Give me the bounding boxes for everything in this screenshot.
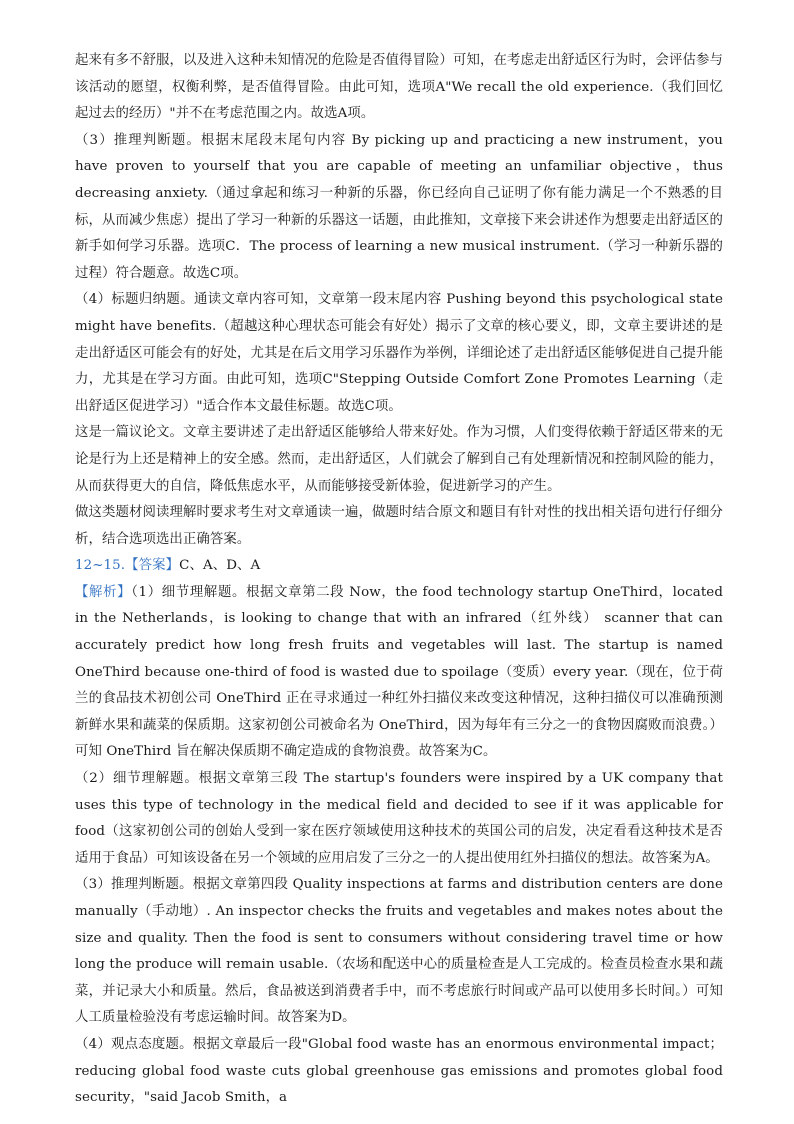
explanation-paragraph: 起来有多不舒服，以及进入这种未知情况的危险是否值得冒险）可知，在考虑走出舒适区行为时，会评估参与该活动的愿望，权衡利弊，是否值得冒险。由此可知，选项A"We recall the old experience.（我们回忆起过去的经历）"并不在考虑范围之内。故选A项。 xyxy=(75,53,723,122)
answer-value: C、A、D、A xyxy=(179,558,261,574)
summary-paragraph: 这是一篇议论文。文章主要讲述了走出舒适区能够给人带来好处。作为习惯，人们变得依赖于舒适区带来的无论是行为上还是精神上的安全感。然而，走出舒适区，人们就会了解到自己有处理新情况和控制风险的能力，从而获得更大的自信，降低焦虑水平，从而能够接受新体验，促进新学习的产生。 xyxy=(75,425,723,494)
analysis-paragraph xyxy=(75,580,723,766)
analysis-paragraph: （2）细节理解题。根据文章第三段 The startup's founders were inspired by a UK company that uses this type of technology in the medical field and decided to see if it was applicable for food（这家初创公司的创始人受到一家在医疗领域使用这种技术的英国公司的启发，决定看看这种技术是否适用于食品）可知该设备在另一个领域的应用启发了三分之一的人提出使用红外扫描仪的想法。故答案为A。 xyxy=(75,771,723,866)
analysis-tag: 【解析】 xyxy=(75,584,132,600)
analysis-paragraph: （3）推理判断题。根据文章第四段 Quality inspections at farms and distribution centers are done manually（手动地）. An inspector checks the fruits and vegetables and makes notes about the size and quality. Then the food is sent to consumers without considering travel time or how long the produce will remain usable.（农场和配送中心的质量检查是人工完成的。检查员检查水果和蔬菜，并记录大小和质量。然后，食品被送到消费者手中，而不考虑旅行时间或产品可以使用多长时间。）可知人工质量检验没有考虑运输时间。故答案为D。 xyxy=(75,877,723,1026)
tip-paragraph: 做这类题材阅读理解时要求考生对文章通读一遍，做题时结合原文和题目有针对性的找出相关语句进行仔细分析，结合选项选出正确答案。 xyxy=(75,505,723,547)
answer-line xyxy=(75,553,723,580)
analysis-paragraph: （4）观点态度题。根据文章最后一段"Global food waste has an enormous environmental impact；reducing global food waste cuts global greenhouse gas emissions and promotes global food security，"said Jacob Smith，a xyxy=(75,1036,723,1106)
explanation-paragraph: （4）标题归纳题。通读文章内容可知，文章第一段末尾内容 Pushing beyond this psychological state might have benefits.（超越这种心理状态可能会有好处）揭示了文章的核心要义，即，文章主要讲述的是走出舒适区可能会有的好处，尤其是在后文用学习乐器作为举例，详细论述了走出舒适区能够促进自己提升能力，尤其是在学习方面。由此可知，选项C"Stepping Outside Comfort Zone Promotes Learning（走出舒适区促进学习）"适合作本文最佳标题。故选C项。 xyxy=(75,292,723,414)
explanation-paragraph: （3）推理判断题。根据末尾段末尾句内容 By picking up and practicing a new instrument，you have proven to yourself that you are capable of meeting an unfamiliar objective，thus decreasing anxiety.（通过拿起和练习一种新的乐器，你已经向自己证明了你有能力满足一个不熟悉的目标，从而减少焦虑）提出了学习一种新的乐器这一话题，由此推知，文章接下来会讲述作为想要走出舒适区的新手如何学习乐器。选项C．The process of learning a new musical instrument.（学习一种新乐器的过程）符合题意。故选C项。 xyxy=(75,132,723,281)
answer-label: 12~15.【答案】 xyxy=(75,558,180,574)
analysis-text: （1）细节理解题。根据文章第二段 Now，the food technology startup OneThird，located in the Netherlands，is looking to change that with an infrared（红外线） scanner that can accurately predict how long fresh fruits and vegetables will last. The startup is named OneThird because one-third of food is wasted due to spoilage（变质）every year.（现在，位于荷兰的食品技术初创公司 OneThird 正在寻求通过一种红外扫描仪来改变这种情况，这种扫描仪可以准确预测新鲜水果和蔬菜的保质期。这家初创公司被命名为 OneThird，因为每年有三分之一的食物因腐败而浪费。）可知 OneThird 旨在解决保质期不确定造成的食物浪费。故答案为C。 xyxy=(75,584,723,760)
document-page xyxy=(75,48,723,1112)
